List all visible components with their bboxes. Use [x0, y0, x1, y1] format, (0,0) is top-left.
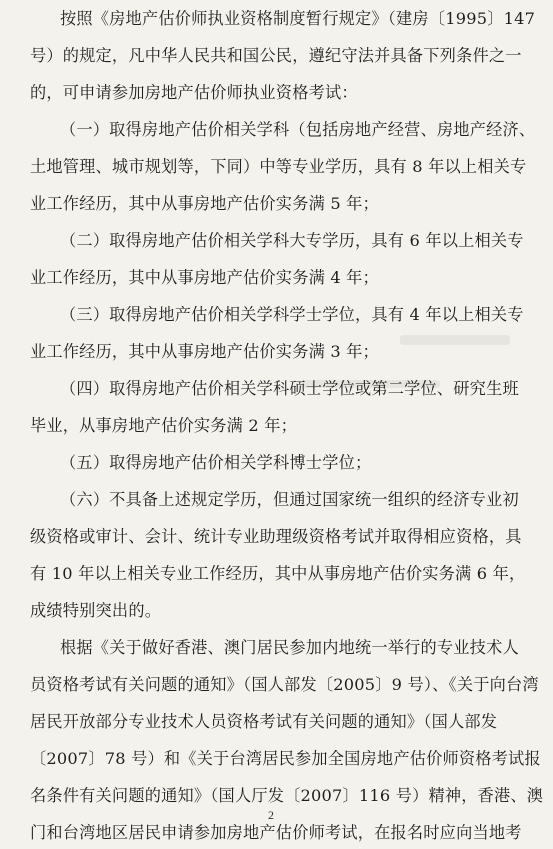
page-number: 2 — [268, 808, 274, 822]
text-line: 成绩特别突出的。 — [30, 601, 162, 620]
text-line: 号）的规定，凡中华人民共和国公民，遵纪守法并具备下列条件之一 — [30, 46, 522, 65]
text-line: 级资格或审计、会计、统计专业助理级资格考试并取得相应资格，具 — [30, 527, 522, 546]
text-line: 业工作经历，其中从事房地产估价实务满 4 年； — [30, 268, 379, 287]
text-line: 的，可申请参加房地产估价师执业资格考试： — [30, 83, 358, 102]
text-line: （六）不具备上述规定学历，但通过国家统一组织的经济专业初 — [60, 490, 519, 509]
text-line: 有 10 年以上相关专业工作经历，其中从事房地产估价实务满 6 年， — [30, 564, 526, 583]
text-line: 毕业，从事房地产估价实务满 2 年； — [30, 416, 298, 435]
text-line: （五）取得房地产估价相关学科博士学位； — [60, 453, 372, 472]
text-line: （二）取得房地产估价相关学科大专学历，具有 6 年以上相关专 — [60, 231, 524, 250]
text-line: （四）取得房地产估价相关学科硕士学位或第二学位、研究生班 — [60, 379, 519, 398]
text-line: 土地管理、城市规划等，下同）中等专业学历，具有 8 年以上相关专 — [30, 157, 527, 176]
text-line: 业工作经历，其中从事房地产估价实务满 5 年； — [30, 194, 379, 213]
text-line: 居民开放部分专业技术人员资格考试有关问题的通知》（国人部发 — [30, 712, 498, 731]
text-line: 员资格考试有关问题的通知》（国人部发〔2005〕9 号）、《关于向台湾 — [30, 675, 539, 694]
text-line: 按照《房地产估价师执业资格制度暂行规定》（建房〔1995〕147 — [60, 9, 536, 28]
text-line: 根据《关于做好香港、澳门居民参加内地统一举行的专业技术人 — [60, 638, 519, 657]
text-line: 业工作经历，其中从事房地产估价实务满 3 年； — [30, 342, 379, 361]
text-line: 〔2007〕78 号）和《关于台湾居民参加全国房地产估价师资格考试报 — [30, 749, 541, 768]
text-line: 门和台湾地区居民申请参加房地产估价师考试，在报名时应向当地考 — [30, 823, 522, 842]
scan-artifact — [400, 335, 510, 345]
text-line: （一）取得房地产估价相关学科（包括房地产经营、房地产经济、 — [60, 120, 536, 139]
text-line: 名条件有关问题的通知》（国人厅发〔2007〕116 号）精神，香港、澳 — [30, 786, 544, 805]
text-line: （三）取得房地产估价相关学科学士学位，具有 4 年以上相关专 — [60, 305, 524, 324]
